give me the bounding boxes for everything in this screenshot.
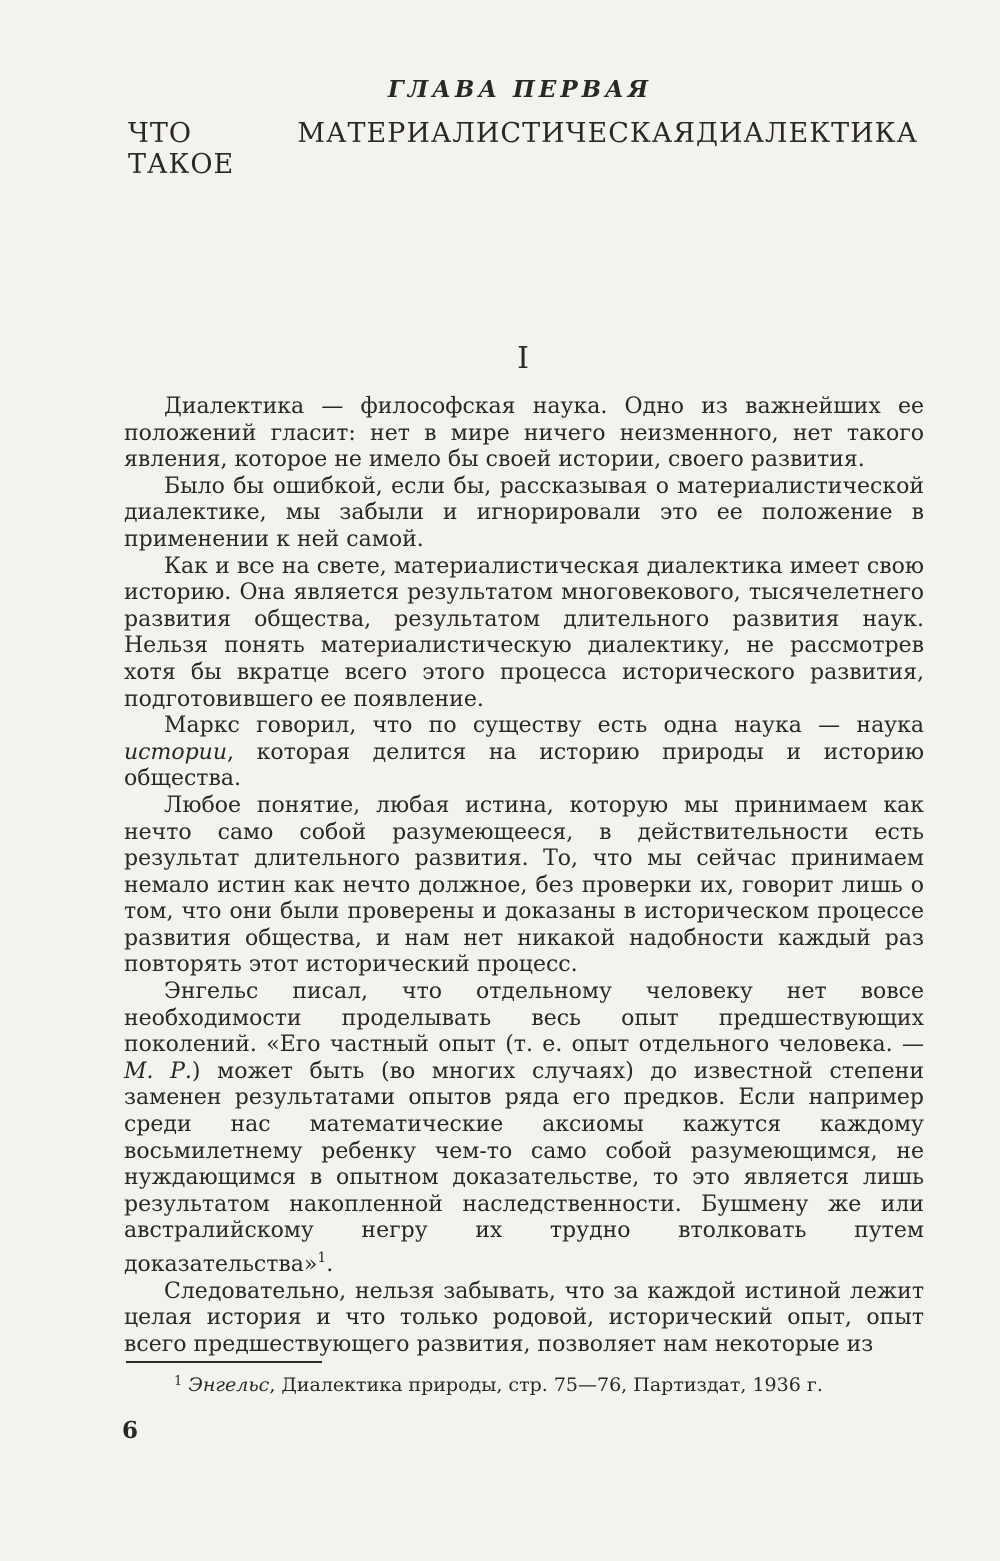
paragraph-4: [124, 713, 924, 793]
section-number: I: [517, 341, 529, 376]
chapter-label: ГЛАВА ПЕРВАЯ: [387, 76, 653, 103]
paragraph-3: Как и все на свете, материалистическая диалектика имеет свою историю. Она является результатом многовекового, тысячелетнего развития общества, результатом длительного развития наук. Нельзя понять материалистическую диалектику, не рассмотрев хотя бы вкратце всего этого процесса исторического развития, подготовившего ее появление.: [124, 553, 924, 712]
paragraph-4-text-b: , которая делится на историю природы и историю общества.: [124, 739, 924, 792]
chapter-title: [128, 118, 918, 180]
paragraph-2: Было бы ошибкой, если бы, рассказывая о материалистической диалектике, мы забыли и игнорировали это ее положение в применении к ней самой.: [124, 473, 924, 552]
body-text: [124, 394, 924, 1358]
chapter-title-word-2: МАТЕРИАЛИСТИЧЕСКАЯ: [297, 118, 697, 149]
chapter-title-word-1: ЧТО ТАКОЕ: [128, 118, 235, 180]
footnote-reference: 1: [317, 1250, 327, 1266]
paragraph-1: Диалектика — философская наука. Одно из важнейших ее положений гласит: нет в мире ничего неизменного, нет такого явления, которое не имело бы своей истории, своего развития.: [124, 394, 924, 473]
paragraph-4-text-a: Маркс говорил, что по существу есть одна наука — наука: [164, 713, 924, 739]
footnote-marker: 1: [174, 1374, 183, 1389]
paragraph-6: [124, 979, 924, 1279]
paragraph-6-text-a: Энгельс писал, что отдельному человеку нет вовсе необходимости проделывать весь опыт предшествующих поколений. «Его частный опыт (т. е. опыт отдельного человека. —: [124, 979, 924, 1058]
paragraph-4-emphasis: истории: [124, 739, 228, 765]
footnote: [174, 1374, 934, 1396]
footnote-author: Энгельс: [188, 1374, 270, 1396]
paragraph-6-text-b: ) может быть (во многих случаях) до известной степени заменен результатами опытов ряда его предков. Если например среди нас математические аксиомы кажутся каждому восьмилетнему ребенку чем-то само собой разумеющимся, не нуждающимся в опытном доказательстве, то это является лишь результатом накопленной наследственности. Бушмену же или австралийскому негру их трудно втолковать путем доказательства»: [124, 1058, 925, 1277]
page-number: 6: [122, 1417, 139, 1444]
paragraph-5: Любое понятие, любая истина, которую мы принимаем как нечто само собой разумеющееся, в действительности есть результат длительного развития. То, что мы сейчас принимаем немало истин как нечто должное, без проверки их, говорит лишь о том, что они были проверены и доказаны в историческом процессе развития общества, и нам нет никакой надобности каждый раз повторять этот исторический процесс.: [124, 792, 924, 978]
chapter-title-word-3: ДИАЛЕКТИКА: [696, 118, 918, 149]
footnote-divider: [126, 1361, 322, 1363]
footnote-text: , Диалектика природы, стр. 75—76, Партиздат, 1936 г.: [269, 1374, 823, 1396]
paragraph-6-initials: М. Р.: [124, 1058, 192, 1084]
paragraph-6-text-c: .: [326, 1252, 334, 1277]
paragraph-7: Следовательно, нельзя забывать, что за каждой истиной лежит целая история и что только родовой, исторический опыт, опыт всего предшествующего развития, позволяет нам некоторые из: [124, 1278, 924, 1357]
